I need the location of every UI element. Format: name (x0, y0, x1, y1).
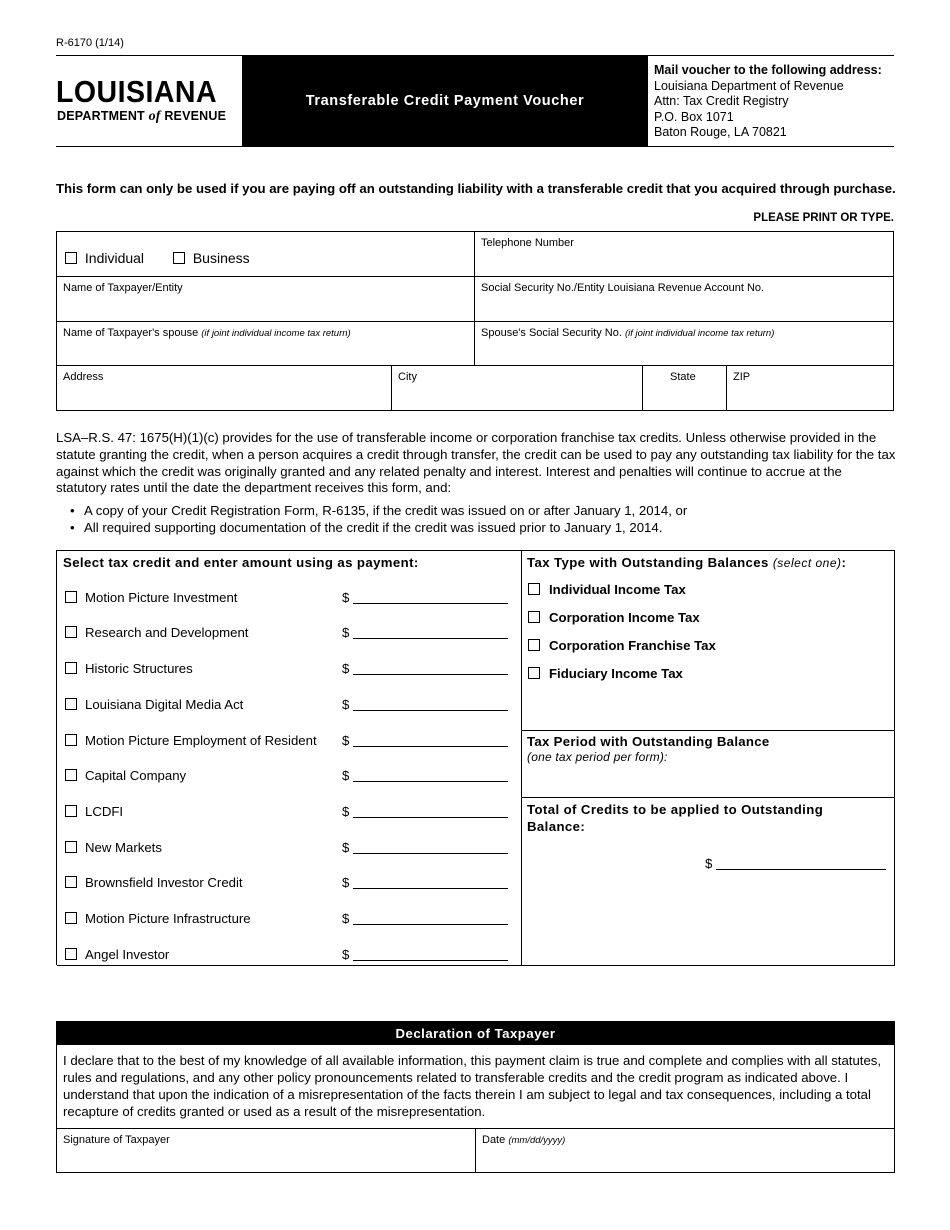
credit-label: Historic Structures (85, 661, 193, 676)
logo-sub-of: of (148, 109, 161, 124)
mail-line: Louisiana Department of Revenue (654, 78, 844, 93)
telephone-label: Telephone Number (481, 237, 574, 249)
taxpayer-name-field[interactable] (56, 276, 475, 322)
credit-checkbox[interactable] (65, 662, 77, 674)
city-label: City (398, 371, 417, 383)
credit-label: Motion Picture Investment (85, 590, 238, 605)
tax-type-option: Fiduciary Income Tax (528, 666, 683, 681)
ssn-field[interactable] (474, 276, 894, 322)
total-credits-amount[interactable]: $ (705, 856, 886, 871)
tax-period-heading: Tax Period with Outstanding Balance (527, 734, 770, 749)
zip-label: ZIP (733, 371, 751, 383)
credit-checkbox[interactable] (65, 876, 77, 888)
mail-heading: Mail voucher to the following address: (654, 63, 882, 77)
signature-field[interactable] (57, 1129, 475, 1173)
credit-row (65, 590, 350, 606)
signature-row (57, 1128, 894, 1172)
list-item: • All required supporting documentation of the credit if the credit was issued prior to January 1, 2014. (70, 519, 687, 536)
credit-checkbox[interactable] (65, 626, 77, 638)
credit-row (65, 661, 350, 677)
credit-amount[interactable]: $ (342, 768, 508, 783)
credit-row (65, 911, 350, 927)
statute-paragraph: LSA–R.S. 47: 1675(H)(1)(c) provides for the use of transferable income or corporation franchise tax credits. Unless otherwise provided in the statute granting the credit, when a person acquires a credit through transfer, the credit can be used to pay any outstanding tax liability for the tax against which the credit was originally granted and any related penalty and interest. Interest and penalties will continue to accrue at the statutory rates until the date the department receives this form, and: (56, 430, 896, 496)
mail-line: Baton Rouge, LA 70821 (654, 125, 787, 139)
credit-row (65, 804, 350, 820)
logo-sub-right: REVENUE (164, 109, 227, 123)
mail-address-block (654, 63, 882, 141)
declaration-heading: Declaration of Taxpayer (57, 1022, 894, 1045)
logo-sub-left: DEPARTMENT (57, 109, 145, 123)
telephone-field[interactable] (474, 231, 894, 277)
credit-amount[interactable]: $ (342, 697, 508, 712)
spouse-ssn-field[interactable] (474, 321, 894, 366)
tax-type-heading: Tax Type with Outstanding Balances (select one): (527, 555, 847, 570)
credit-checkbox[interactable] (65, 591, 77, 603)
ssn-label: Social Security No./Entity Louisiana Revenue Account No. (481, 282, 765, 294)
city-field[interactable] (391, 365, 643, 411)
form-number: R-6170 (1/14) (56, 37, 124, 49)
spouse-name-field[interactable] (56, 321, 475, 366)
credit-checkbox[interactable] (65, 912, 77, 924)
credit-label: Angel Investor (85, 947, 170, 962)
taxpayer-name-label: Name of Taxpayer/Entity (63, 282, 183, 294)
state-label: State (670, 371, 696, 383)
credit-amount[interactable]: $ (342, 947, 508, 962)
address-label: Address (63, 371, 104, 383)
declaration-text: I declare that to the best of my knowledge of all available information, this payment claim is true and complete and complies with all statutes, rules and regulations, and any other policy pronouncements related to transferable credits and the credit program as indicated above. I understand that upon the indication of a misrepresentation of the facts therein I am subject to legal and tax consequences, including a total recapture of credits granted or used as a result of the misrepresentation. (63, 1053, 882, 1119)
address-field[interactable] (56, 365, 392, 411)
credit-label: Louisiana Digital Media Act (85, 697, 244, 712)
credits-section (56, 550, 895, 965)
print-note: PLEASE PRINT OR TYPE. (753, 212, 894, 224)
credit-row (65, 625, 350, 641)
date-field[interactable] (476, 1129, 894, 1173)
credit-label: Brownsfield Investor Credit (85, 875, 243, 890)
credit-label: Capital Company (85, 768, 187, 783)
credit-amount[interactable]: $ (342, 590, 508, 605)
logo (56, 56, 242, 146)
individual-checkbox[interactable] (65, 252, 77, 264)
credit-label: LCDFI (85, 804, 124, 819)
credit-checkbox[interactable] (65, 805, 77, 817)
logo-main-text: LOUISIANA (56, 74, 217, 109)
credit-row (65, 947, 350, 963)
individual-label: Individual (84, 250, 145, 266)
state-field[interactable] (642, 365, 727, 411)
spouse-ssn-label: Spouse's Social Security No. (if joint individual income tax return) (481, 327, 775, 339)
header (56, 55, 894, 147)
credit-label: New Markets (85, 840, 162, 855)
credit-row (65, 768, 350, 784)
credit-label: Motion Picture Infrastructure (85, 911, 251, 926)
tax-type-checkbox[interactable] (528, 611, 540, 623)
credit-checkbox[interactable] (65, 948, 77, 960)
tax-type-checkbox[interactable] (528, 639, 540, 651)
tax-type-option: Corporation Franchise Tax (528, 638, 716, 653)
tax-type-checkbox[interactable] (528, 583, 540, 595)
credit-checkbox[interactable] (65, 698, 77, 710)
tax-type-option: Individual Income Tax (528, 582, 686, 597)
tax-period-note: (one tax period per form): (527, 750, 668, 764)
business-checkbox[interactable] (173, 252, 185, 264)
credit-amount[interactable]: $ (342, 840, 508, 855)
credit-amount[interactable]: $ (342, 911, 508, 926)
date-label: Date (mm/dd/yyyy) (482, 1134, 566, 1146)
mail-line: Attn: Tax Credit Registry (654, 94, 789, 108)
total-credits-heading: Total of Credits to be applied to Outstanding Balance: (527, 802, 824, 834)
tax-type-checkbox[interactable] (528, 667, 540, 679)
credit-row (65, 875, 350, 891)
credit-checkbox[interactable] (65, 841, 77, 853)
credit-row (65, 697, 350, 713)
signature-label: Signature of Taxpayer (63, 1134, 170, 1146)
mail-line: P.O. Box 1071 (654, 109, 734, 124)
credit-amount[interactable]: $ (342, 804, 508, 819)
requirements-list (70, 502, 687, 536)
credit-amount[interactable]: $ (342, 625, 508, 640)
spouse-name-label: Name of Taxpayer's spouse (if joint individual income tax return) (63, 327, 351, 339)
list-item: • A copy of your Credit Registration Form, R-6135, if the credit was issued on or after January 1, 2014, or (70, 502, 687, 519)
business-label: Business (192, 250, 250, 266)
zip-field[interactable] (726, 365, 894, 411)
credit-amount[interactable]: $ (342, 733, 508, 748)
credit-row (65, 840, 350, 856)
taxpayer-type-field (56, 231, 475, 277)
credit-checkbox[interactable] (65, 734, 77, 746)
tax-type-option: Corporation Income Tax (528, 610, 700, 625)
intro-text: This form can only be used if you are paying off an outstanding liability with a transferable credit that you acquired through purchase. (56, 181, 896, 196)
credit-row (65, 733, 350, 749)
declaration-section (56, 1021, 895, 1173)
credit-label: Research and Development (85, 625, 249, 640)
logo-sub-text (57, 109, 226, 125)
credits-heading: Select tax credit and enter amount using as payment: (63, 555, 419, 570)
credit-amount[interactable]: $ (342, 875, 508, 890)
credit-amount[interactable]: $ (342, 661, 508, 676)
credit-checkbox[interactable] (65, 769, 77, 781)
form-title: Transferable Credit Payment Voucher (242, 56, 648, 146)
credit-label: Motion Picture Employment of Resident (85, 733, 317, 748)
